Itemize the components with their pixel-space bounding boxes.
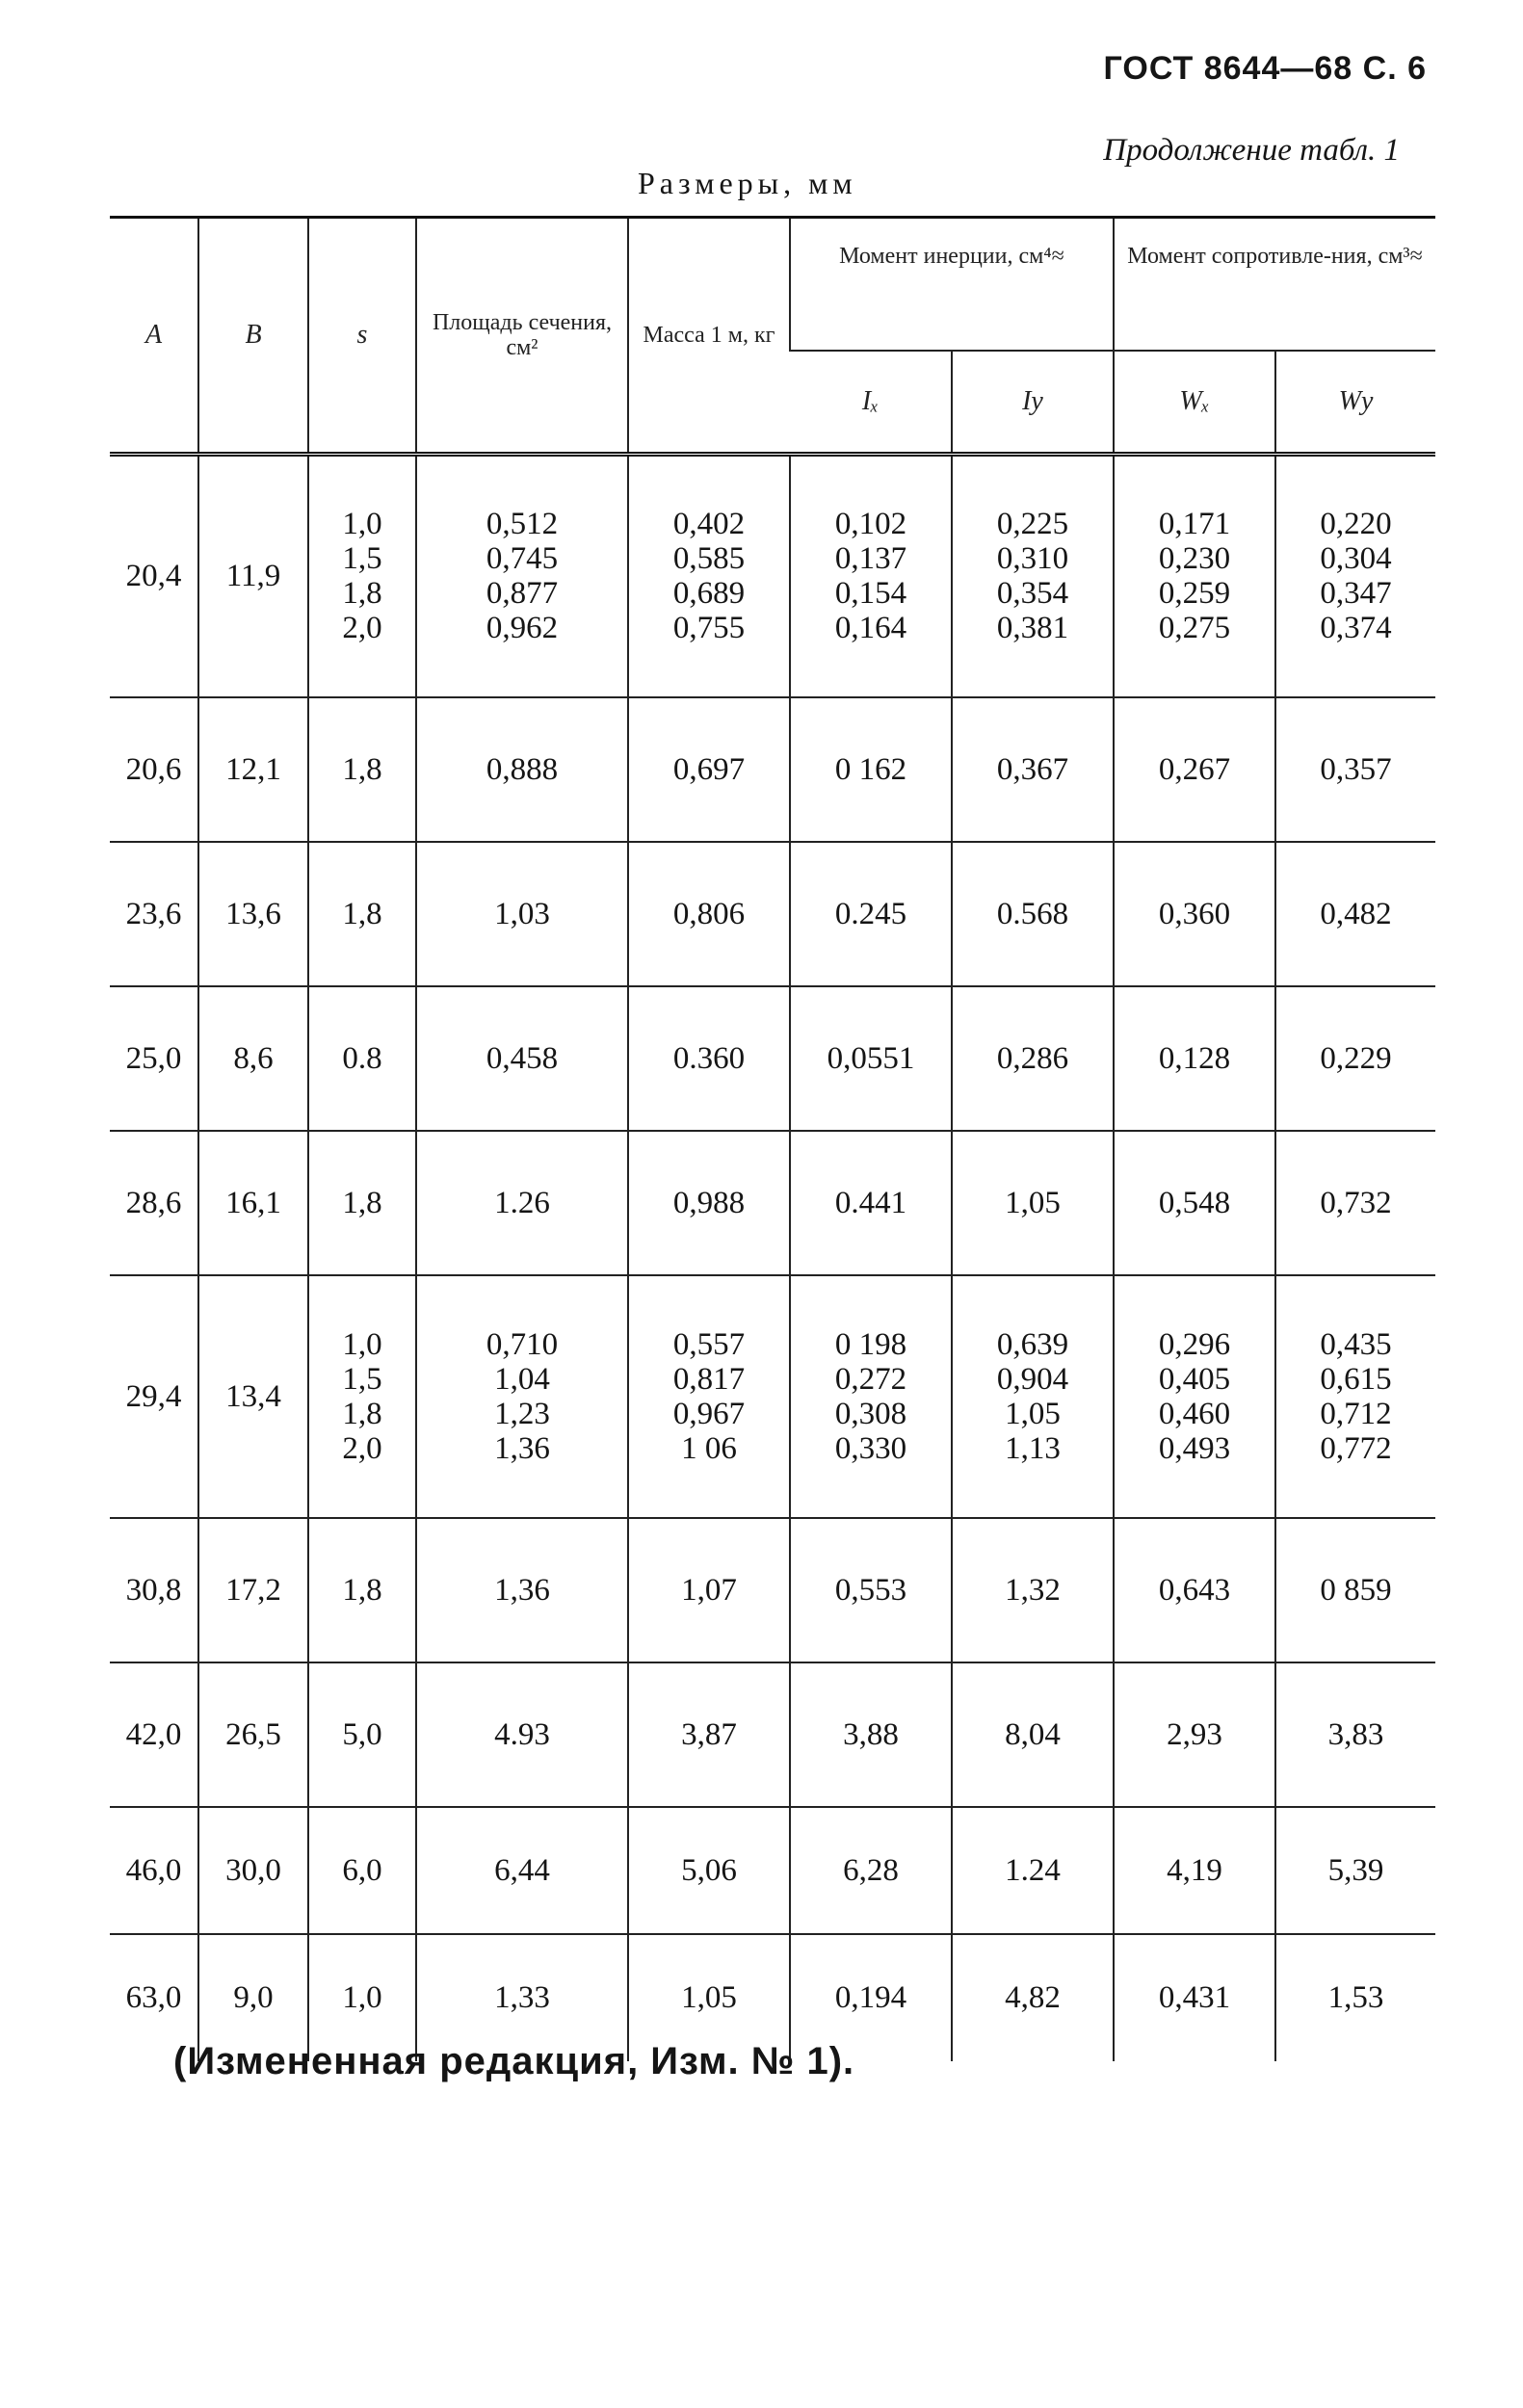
cell-ix: 6,28 <box>790 1807 952 1934</box>
cell-area: 4.93 <box>416 1662 628 1807</box>
cell-a: 42,0 <box>110 1662 198 1807</box>
cell-wx: 0,296 0,405 0,460 0,493 <box>1114 1275 1275 1518</box>
cell-b: 8,6 <box>198 986 308 1131</box>
cell-iy: 1,32 <box>952 1518 1114 1662</box>
header-iy: Iу <box>952 351 1114 455</box>
page-header: ГОСТ 8644—68 С. 6 <box>1103 50 1427 87</box>
header-s: s <box>308 218 416 455</box>
cell-wx: 0,128 <box>1114 986 1275 1131</box>
cell-mass: 5,06 <box>628 1807 790 1934</box>
cell-iy: 0,639 0,904 1,05 1,13 <box>952 1275 1114 1518</box>
cell-a: 30,8 <box>110 1518 198 1662</box>
cell-a: 46,0 <box>110 1807 198 1934</box>
table-row <box>110 455 1435 697</box>
table-row <box>110 1275 1435 1518</box>
cell-s: 1,8 <box>308 1518 416 1662</box>
cell-wy: 0 859 <box>1275 1518 1435 1662</box>
cell-ix: 0 198 0,272 0,308 0,330 <box>790 1275 952 1518</box>
cell-mass: 1,07 <box>628 1518 790 1662</box>
cell-ix: 3,88 <box>790 1662 952 1807</box>
cell-wy: 0,732 <box>1275 1131 1435 1275</box>
cell-a: 63,0 <box>125 1980 182 2015</box>
cell-wy: 0,482 <box>1275 842 1435 986</box>
cell-area: 6,44 <box>416 1807 628 1934</box>
header-resistance-group: Момент сопротивле-ния, см³≈ <box>1114 218 1435 352</box>
cell-a: 20,6 <box>110 697 198 842</box>
cell-wy: 5,39 <box>1275 1807 1435 1934</box>
header-a: A <box>110 218 198 455</box>
cell-a: 28,6 <box>110 1131 198 1275</box>
cell-s: 1,0 1,5 1,8 2,0 <box>308 1275 416 1518</box>
header-area: Площадь сечения, см² <box>416 218 628 455</box>
cell-iy: 1.24 <box>952 1807 1114 1934</box>
cell-iy: 0,367 <box>952 697 1114 842</box>
cell-wy: 0,357 <box>1275 697 1435 842</box>
header-b: B <box>198 218 308 455</box>
cell-mass: 1,05 <box>628 1934 790 2061</box>
cell-area: 0,710 1,04 1,23 1,36 <box>416 1275 628 1518</box>
cell-b: 30,0 <box>198 1807 308 1934</box>
cell-s: 1,0 1,5 1,8 2,0 <box>308 455 416 697</box>
cell-b: 9,0 <box>198 1934 308 2061</box>
cell-b: 26,5 <box>198 1662 308 1807</box>
cell-wy: 1,53 <box>1275 1934 1435 2061</box>
cell-s: 0.8 <box>308 986 416 1131</box>
cell-wx: 0,548 <box>1114 1131 1275 1275</box>
cell-iy: 1,05 <box>952 1131 1114 1275</box>
cell-b: 13,6 <box>198 842 308 986</box>
cell-area: 1.26 <box>416 1131 628 1275</box>
cell-iy: 0,286 <box>952 986 1114 1131</box>
cell-mass: 3,87 <box>628 1662 790 1807</box>
cell-iy: 0.568 <box>952 842 1114 986</box>
cell-area: 0,888 <box>416 697 628 842</box>
cell-s: 1,8 <box>308 842 416 986</box>
header-inertia-group: Момент инерции, см⁴≈ <box>790 218 1114 352</box>
cell-area: 1,03 <box>416 842 628 986</box>
cell-wx: 0,431 <box>1114 1934 1275 2061</box>
cell-area: 1,36 <box>416 1518 628 1662</box>
cell-mass: 0,557 0,817 0,967 1 06 <box>628 1275 790 1518</box>
table-row <box>110 1662 1435 1807</box>
cell-s: 1,8 <box>308 697 416 842</box>
cell-wx: 0,171 0,230 0,259 0,275 <box>1114 455 1275 697</box>
cell-wy: 0,220 0,304 0,347 0,374 <box>1275 455 1435 697</box>
cell-wy: 0,435 0,615 0,712 0,772 <box>1275 1275 1435 1518</box>
cell-wx: 0,267 <box>1114 697 1275 842</box>
cell-area: 0,512 0,745 0,877 0,962 <box>416 455 628 697</box>
cell-b: 12,1 <box>198 697 308 842</box>
table-row <box>110 842 1435 986</box>
cell-mass: 0,402 0,585 0,689 0,755 <box>628 455 790 697</box>
cell-iy: 4,82 <box>952 1934 1114 2061</box>
continuation-label: Продолжение табл. 1 <box>1103 133 1400 168</box>
cell-s: 6,0 <box>308 1807 416 1934</box>
cell-area: 0,458 <box>416 986 628 1131</box>
cell-iy: 0,225 0,310 0,354 0,381 <box>952 455 1114 697</box>
header-ix: Iₓ <box>790 351 952 455</box>
cell-wx: 4,19 <box>1114 1807 1275 1934</box>
table-body <box>110 455 1435 2061</box>
cell-s: 1,8 <box>308 1131 416 1275</box>
cell-ix: 0,194 <box>790 1934 952 2061</box>
table-row <box>110 986 1435 1131</box>
cell-wx: 2,93 <box>1114 1662 1275 1807</box>
cell-b: 16,1 <box>198 1131 308 1275</box>
cell-area: 1,33 <box>416 1934 628 2061</box>
table-row <box>110 1131 1435 1275</box>
dimensions-caption: Размеры, мм <box>638 166 857 200</box>
footer-note: (Измененная редакция, Изм. № 1). <box>173 2040 855 2082</box>
cell-wy: 3,83 <box>1275 1662 1435 1807</box>
cell-iy: 8,04 <box>952 1662 1114 1807</box>
cell-ix: 0,553 <box>790 1518 952 1662</box>
sizes-table <box>110 216 1435 2061</box>
cell-s: 1,0 <box>308 1934 416 2061</box>
table-row <box>110 1807 1435 1934</box>
cell-ix: 0.441 <box>790 1131 952 1275</box>
cell-a: 20,4 <box>110 455 198 697</box>
cell-a: 23,6 <box>110 842 198 986</box>
cell-a: 29,4 <box>110 1275 198 1518</box>
cell-wx: 0,360 <box>1114 842 1275 986</box>
cell-ix: 0,102 0,137 0,154 0,164 <box>790 455 952 697</box>
cell-b: 13,4 <box>198 1275 308 1518</box>
table-row <box>110 697 1435 842</box>
cell-mass: 0,806 <box>628 842 790 986</box>
cell-ix: 0.245 <box>790 842 952 986</box>
cell-mass: 0.360 <box>628 986 790 1131</box>
cell-ix: 0,0551 <box>790 986 952 1131</box>
cell-ix: 0 162 <box>790 697 952 842</box>
cell-b: 17,2 <box>198 1518 308 1662</box>
cell-wy: 0,229 <box>1275 986 1435 1131</box>
cell-wx: 0,643 <box>1114 1518 1275 1662</box>
table-row <box>110 1518 1435 1662</box>
header-wx: Wₓ <box>1114 351 1275 455</box>
cell-a: 25,0 <box>110 986 198 1131</box>
cell-mass: 0,988 <box>628 1131 790 1275</box>
cell-s: 5,0 <box>308 1662 416 1807</box>
cell-b: 11,9 <box>198 455 308 697</box>
cell-mass: 0,697 <box>628 697 790 842</box>
header-wy: Wу <box>1275 351 1435 455</box>
header-mass: Масса 1 м, кг <box>628 218 790 455</box>
